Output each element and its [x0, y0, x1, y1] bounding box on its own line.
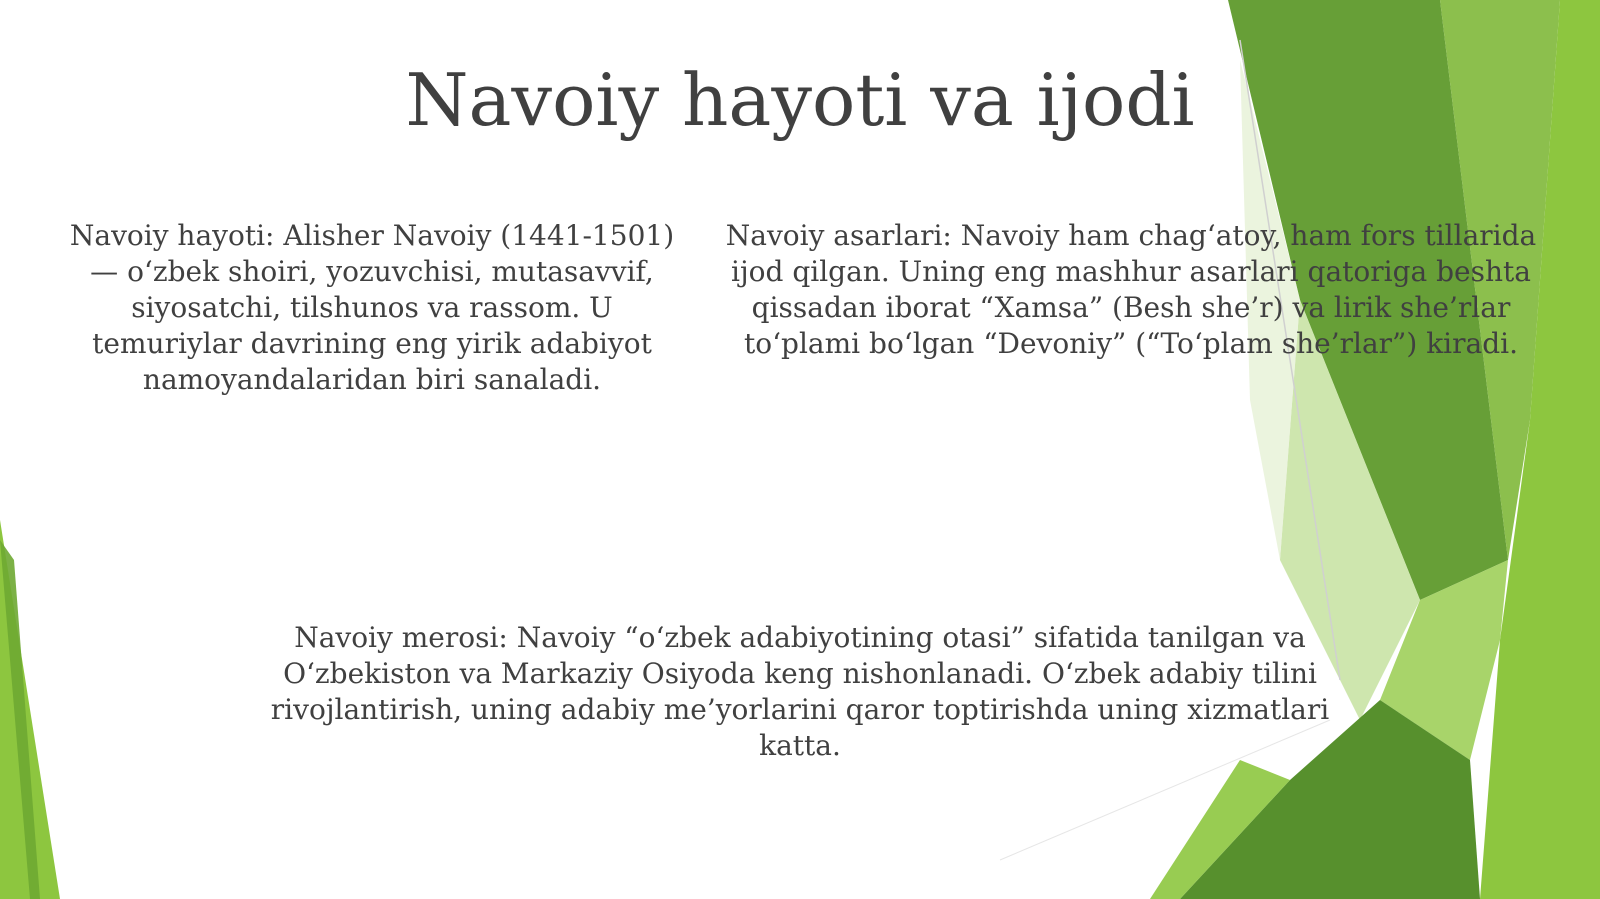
paragraph-navoiy-asarlari: Navoiy asarlari: Navoiy ham chag‘atoy, ham fors tillarida ijod qilgan. Uning eng mashhur asarlari qatoriga beshta qissadan iborat “Xamsa” (Besh she’r) va lirik she’rlar to‘plami bo‘lgan “Devoniy” (“To‘plam she’rlar”) kiradi.: [725, 219, 1537, 360]
slide-title: Navoiy hayoti va ijodi: [405, 58, 1195, 142]
paragraph-navoiy-hayoti: Navoiy hayoti: Alisher Navoiy (1441-1501) — o‘zbek shoiri, yozuvchisi, mutasavvif, siyosatchi, tilshunos va rassom. U temuriylar davrining eng yirik adabiyot namoyandalaridan biri sanaladi.: [69, 219, 675, 396]
paragraph-navoiy-merosi: Navoiy merosi: Navoiy “o‘zbek adabiyotining otasi” sifatida tanilgan va O‘zbekiston va Markaziy Osiyoda keng nishonlanadi. O‘zbek adabiy tilini rivojlantirish, uning adabiy me’yorlarini qaror toptirishda uning xizmatlari katta.: [270, 621, 1330, 762]
